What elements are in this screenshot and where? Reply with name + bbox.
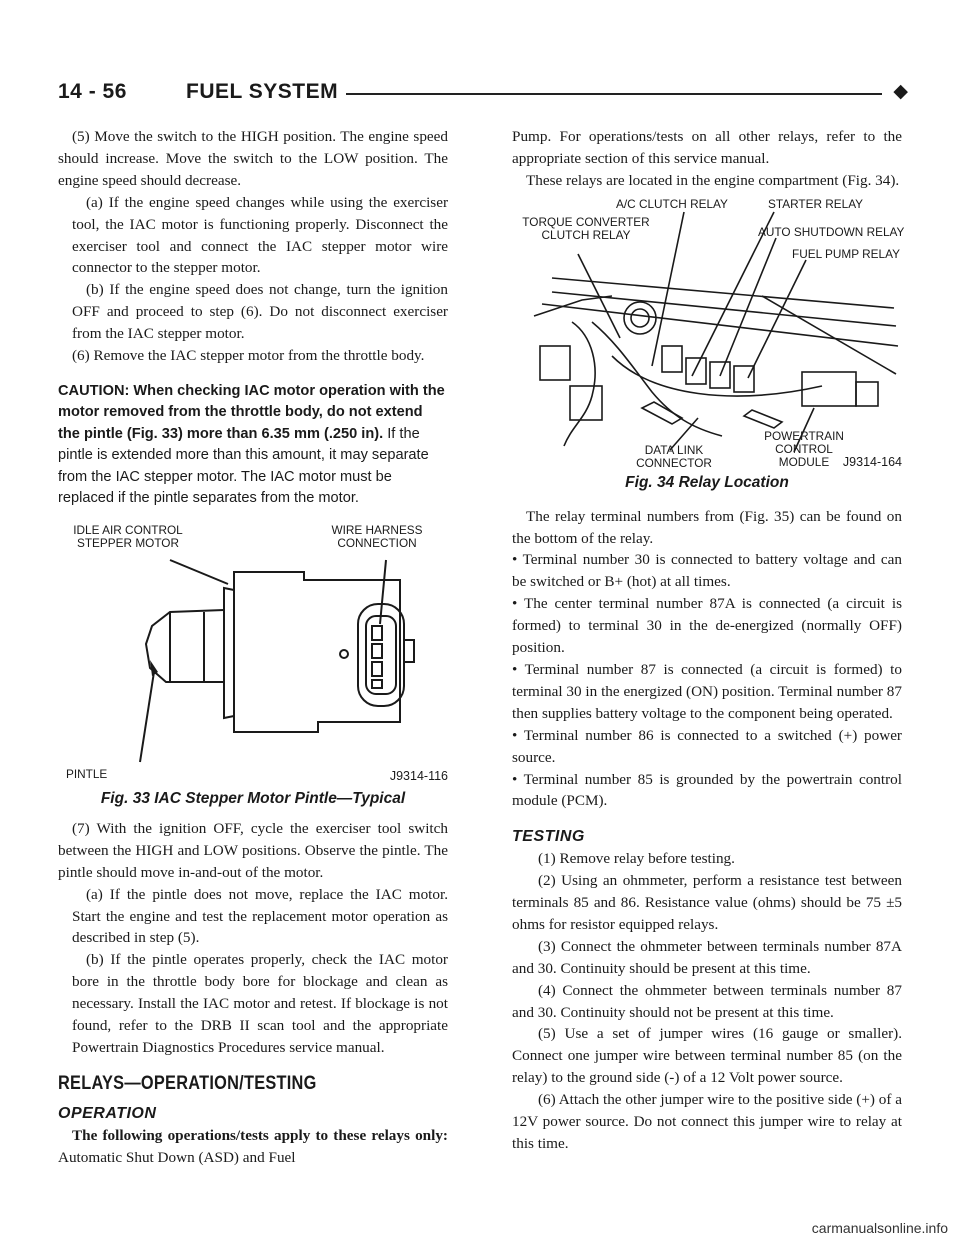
relay-location-drawing: [512, 196, 905, 468]
operation-text: [58, 1125, 448, 1169]
bullet-terminal-86: • Terminal number 86 is connected to a switched (+) power source.: [512, 726, 902, 766]
subheading-operation: OPERATION: [58, 1104, 157, 1122]
fig-34-tag: J9314-164: [842, 454, 902, 469]
test-step-6: (6) Attach the other jumper wire to the positive side (+) of a 12V power source. Do not connect this jumper wire to relay at this time.: [512, 1091, 902, 1152]
bullet-terminal-30: • Terminal number 30 is connected to battery voltage and can be switched or B+ (hot) at all times.: [512, 551, 902, 591]
test-step-5: (5) Use a set of jumper wires (16 gauge or smaller). Connect one jumper wire between terminal number 85 (on the relay) to the ground side (-) of a 12 Volt power source.: [512, 1025, 902, 1087]
step-5: (5) Move the switch to the HIGH position. The engine speed should increase. Move the switch to the LOW position. The engine speed should decrease.: [58, 128, 448, 189]
test-step-2: (2) Using an ohmmeter, perform a resistance test between terminals 85 and 86. Resistance value (ohms) should be 75 ±5 ohms for resistor equipped relays.: [512, 872, 902, 933]
step-7a: (a) If the pintle does not move, replace the IAC motor. Start the engine and test the replacement motor operation as described in step (5).: [72, 885, 448, 947]
label-pcm: POWERTRAIN CONTROL MODULE: [764, 428, 844, 469]
label-fuel-pump-relay: FUEL PUMP RELAY: [792, 246, 900, 261]
terminal-intro: The relay terminal numbers from (Fig. 35) can be found on the bottom of the relay.: [512, 507, 902, 547]
fig-33-tag: J9314-116: [389, 768, 448, 783]
fig-33: [58, 522, 448, 784]
label-data-link-connector: DATA LINK CONNECTOR: [636, 442, 712, 470]
right-column: [512, 126, 905, 1155]
label-pintle: PINTLE: [66, 766, 108, 781]
operation-bold: The following operations/tests apply to these relays only:: [72, 1126, 448, 1144]
header-rule: [346, 93, 882, 95]
fig-33-caption: Fig. 33 IAC Stepper Motor Pintle—Typical: [100, 789, 406, 807]
step-7: (7) With the ignition OFF, cycle the exerciser tool switch between the HIGH and LOW positions. Observe the pintle. The pintle should move in-and-out of the motor.: [58, 819, 448, 881]
page-header: [58, 80, 908, 114]
left-column: [58, 126, 448, 1168]
bullet-terminal-87: • Terminal number 87 is connected (a circuit is formed) to terminal 30 in the energized (ON) position. Terminal number 87 then supplies battery voltage to the component being operated.: [512, 660, 902, 722]
bullet-terminal-85: • Terminal number 85 is grounded by the powertrain control module (PCM).: [512, 770, 902, 810]
label-wire-harness: WIRE HARNESS CONNECTION: [331, 522, 423, 550]
label-torque-converter: TORQUE CONVERTER CLUTCH RELAY: [522, 214, 650, 242]
operation-rest: Automatic Shut Down (ASD) and Fuel: [58, 1148, 296, 1166]
label-auto-shutdown: AUTO SHUTDOWN RELAY: [758, 224, 905, 239]
watermark: carmanualsonline.info: [811, 1220, 948, 1236]
label-iac-motor: IDLE AIR CONTROL STEPPER MOTOR: [73, 522, 183, 550]
test-step-3: (3) Connect the ohmmeter between terminals number 87A and 30. Continuity should be present at this time.: [512, 937, 902, 977]
caution-note: [58, 381, 448, 510]
bullet-terminal-87a: • The center terminal number 87A is connected (a circuit is formed) to terminal 30 in the de-energized (normally OFF) position.: [512, 595, 902, 657]
pump-para: Pump. For operations/tests on all other relays, refer to the appropriate section of this service manual.: [512, 128, 902, 167]
subheading-testing: TESTING: [512, 828, 585, 846]
step-7b: (b) If the pintle operates properly, check the IAC motor bore in the throttle body bore for blockage and clean as necessary. Install the IAC motor and retest. If blockage is not found, refer to the DRB II scan tool and the appropriate Powertrain Diagnostics Procedures service manual.: [72, 951, 448, 1056]
step-5a: (a) If the engine speed changes while using the exerciser tool, the IAC motor is functioning properly. Disconnect the exerciser tool and connect the IAC stepper motor wire connector to the stepper motor.: [72, 193, 448, 277]
location-para: These relays are located in the engine compartment (Fig. 34).: [526, 171, 900, 189]
diamond-icon: ◆: [893, 80, 908, 102]
label-ac-clutch-relay: A/C CLUTCH RELAY: [616, 196, 728, 211]
test-step-4: (4) Connect the ohmmeter between terminals number 87 and 30. Continuity should not be present at this time.: [512, 981, 902, 1021]
page-number: 14 - 56: [58, 80, 127, 103]
section-title: FUEL SYSTEM: [186, 80, 339, 103]
fig-34: [512, 196, 905, 470]
label-starter-relay: STARTER RELAY: [768, 196, 864, 211]
fig-34-caption: Fig. 34 Relay Location: [625, 473, 789, 491]
test-step-1: (1) Remove relay before testing.: [538, 850, 735, 868]
iac-motor-drawing: [58, 522, 448, 784]
step-6: (6) Remove the IAC stepper motor from the throttle body.: [72, 347, 425, 365]
caution-bold: CAUTION: When checking IAC motor operation with the motor removed from the throttle body, do not extend the pintle (Fig. 33) more than 6.35 mm (.250 in).: [58, 382, 445, 442]
caution-rest: If the pintle is extended more than this amount, it may separate from the IAC stepper motor. The IAC motor must be replaced if the pintle separates from the motor.: [58, 425, 429, 507]
section-heading-relays: RELAYS—OPERATION/TESTING: [58, 1072, 317, 1094]
step-5b: (b) If the engine speed does not change, turn the ignition OFF and proceed to step (6). Do not disconnect exerciser from the IAC stepper motor.: [72, 281, 448, 343]
